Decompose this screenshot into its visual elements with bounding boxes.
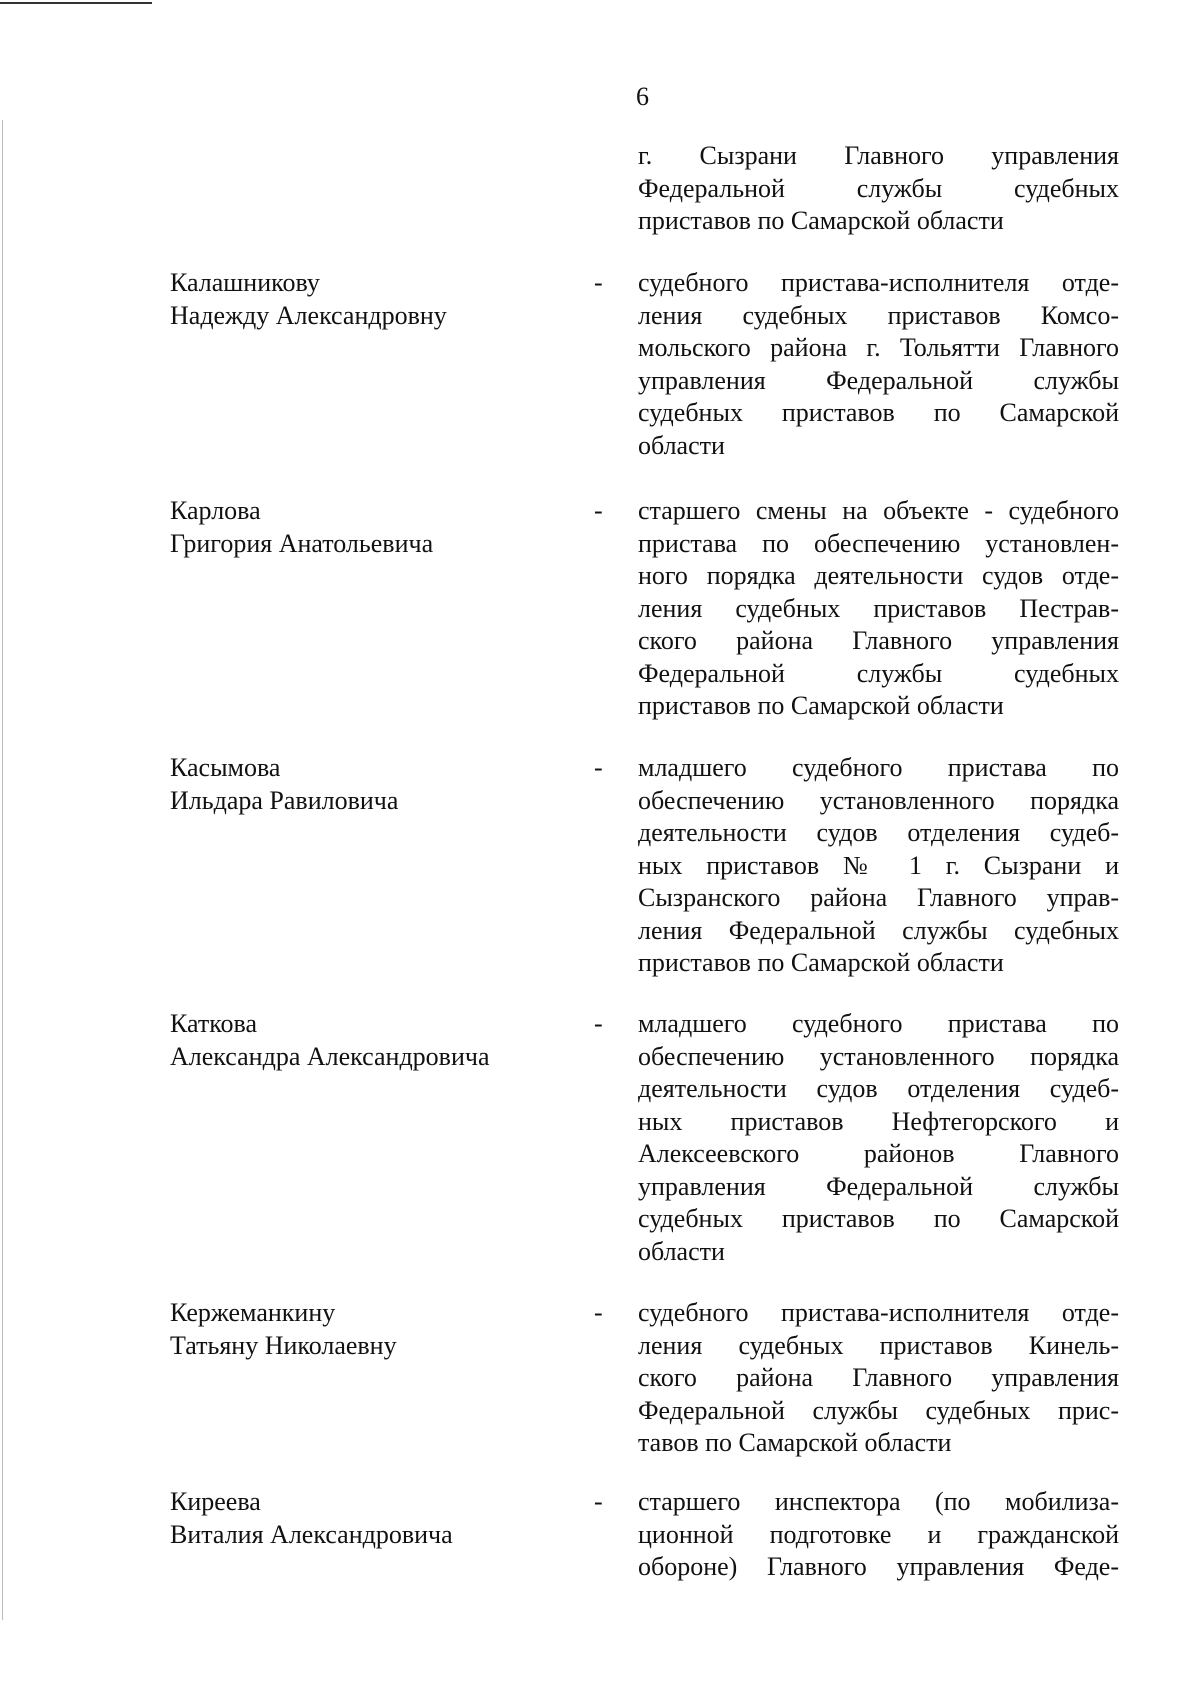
text-line: области: [638, 430, 725, 460]
name-line: Григория Анатольевича: [170, 528, 434, 558]
text-line: Федеральной службы судебных: [638, 658, 1119, 688]
person-name: [170, 752, 590, 817]
name-line: Кержеманкину: [170, 1298, 336, 1327]
position-text: [638, 1297, 1119, 1460]
name-line: Виталия Александровича: [170, 1519, 453, 1549]
text-line: ления Федеральной службы судебных: [638, 915, 1119, 945]
name-line: Александра Александровича: [170, 1041, 490, 1071]
text-line: ского района Главного управления: [638, 1363, 1119, 1392]
text-line: Сызранского района Главного управ-: [638, 883, 1119, 912]
text-line: управления Федеральной службы: [638, 365, 1119, 395]
name-line: Киреева: [170, 1487, 261, 1516]
name-line: Касымова: [170, 753, 281, 782]
dash-separator: -: [594, 1298, 603, 1327]
dash-separator: -: [594, 1487, 603, 1516]
text-line: ного порядка деятельности судов отде-: [638, 561, 1119, 590]
text-line: приставов по Самарской области: [638, 691, 1004, 720]
text-line: младшего судебного пристава по: [638, 1009, 1119, 1038]
position-text: [638, 1486, 1119, 1584]
name-line: Карлова: [170, 496, 261, 525]
text-line: Алексеевского районов Главного: [638, 1139, 1119, 1168]
text-line: управления Федеральной службы: [638, 1171, 1119, 1201]
position-text: [638, 1008, 1119, 1268]
text-line: ных приставов № 1 г. Сызрани и: [638, 850, 1119, 880]
person-name: [170, 267, 590, 332]
text-line: Федеральной службы судебных: [638, 173, 1119, 203]
dash-separator: -: [594, 268, 603, 297]
name-line: Ильдара Равиловича: [170, 785, 399, 815]
dash-separator: -: [594, 496, 603, 525]
text-line: ления судебных приставов Кинель-: [638, 1330, 1119, 1360]
text-line: тавов по Самарской области: [638, 1428, 952, 1457]
person-name: [170, 1486, 590, 1551]
text-line: младшего судебного пристава по: [638, 753, 1119, 782]
text-line: старшего смены на объекте - судебного: [638, 496, 1119, 525]
text-line: ления судебных приставов Комсо-: [638, 300, 1119, 330]
page-number: 6: [636, 82, 649, 111]
person-name: [170, 1008, 590, 1073]
name-line: Каткова: [170, 1009, 258, 1038]
text-line: мольского района г. Тольятти Главного: [638, 333, 1119, 362]
text-line: ского района Главного управления: [638, 626, 1119, 655]
name-line: Калашникову: [170, 268, 320, 297]
text-line: судебных приставов по Самарской: [638, 1204, 1119, 1233]
text-line: ления судебных приставов Пестрав-: [638, 593, 1119, 623]
text-line: деятельности судов отделения судеб-: [638, 1074, 1119, 1103]
text-line: обеспечению установленного порядка: [638, 785, 1119, 815]
text-line: обороне) Главного управления Феде-: [638, 1552, 1119, 1581]
text-line: судебного пристава-исполнителя отде-: [638, 1298, 1119, 1327]
text-line: старшего инспектора (по мобилиза-: [638, 1487, 1119, 1516]
person-name: [170, 1297, 590, 1362]
name-line: Надежду Александровну: [170, 300, 447, 330]
text-line: ных приставов Нефтегорского и: [638, 1106, 1119, 1136]
text-line: судебных приставов по Самарской: [638, 398, 1119, 427]
text-line: ционной подготовке и гражданской: [638, 1519, 1119, 1549]
text-line: судебного пристава-исполнителя отде-: [638, 268, 1119, 297]
position-text: [638, 495, 1119, 723]
dash-separator: -: [594, 753, 603, 782]
text-line: области: [638, 1236, 725, 1266]
name-line: Татьяну Николаевну: [170, 1330, 397, 1360]
page-edge-line: [2, 120, 3, 1620]
continuation-text: [638, 140, 1119, 238]
position-text: [638, 752, 1119, 980]
text-line: приставов по Самарской области: [638, 948, 1004, 977]
text-line: пристава по обеспечению установлен-: [638, 528, 1119, 558]
text-line: обеспечению установленного порядка: [638, 1041, 1119, 1071]
top-rule: [0, 2, 152, 4]
text-line: г. Сызрани Главного управления: [638, 141, 1119, 170]
text-line: приставов по Самарской области: [638, 206, 1004, 235]
person-name: [170, 495, 590, 560]
position-text: [638, 267, 1119, 462]
text-line: деятельности судов отделения судеб-: [638, 818, 1119, 847]
text-line: Федеральной службы судебных прис-: [638, 1395, 1119, 1425]
dash-separator: -: [594, 1009, 603, 1038]
